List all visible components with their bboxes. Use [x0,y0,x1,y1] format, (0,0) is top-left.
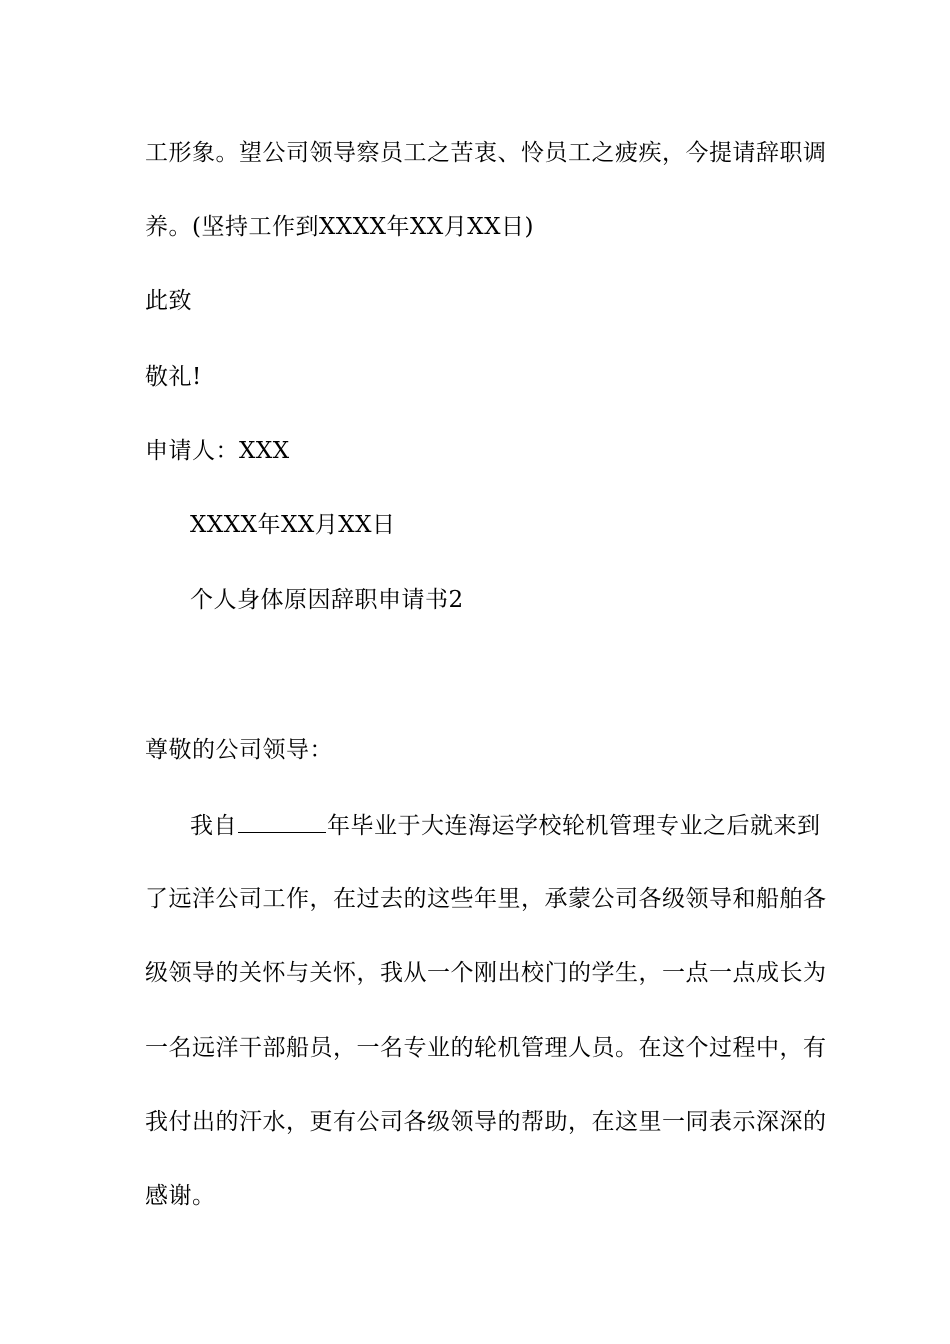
paragraph-line: 了远洋公司工作，在过去的这些年里，承蒙公司各级领导和船舶各 [145,886,827,912]
date-line: XXXX年XX月XX日 [190,512,396,538]
closing-regards: 敬礼! [145,364,202,390]
paragraph-line: 养。(坚持工作到XXXX年XX月XX日) [145,214,534,240]
paragraph-line: 工形象。望公司领导察员工之苦衷、怜员工之疲疾，今提请辞职调 [145,140,827,166]
section-title: 个人身体原因辞职申请书2 [190,587,464,613]
fill-in-blank [238,810,326,833]
paragraph-text: 我自 [190,813,237,839]
paragraph-text: 年毕业于大连海运学校轮机管理专业之后就来到 [327,813,821,839]
applicant-signature: 申请人：XXX [145,438,290,464]
greeting: 尊敬的公司领导： [145,737,333,763]
paragraph-line: 一名远洋干部船员，一名专业的轮机管理人员。在这个过程中，有 [145,1035,827,1061]
paragraph-line: 感谢。 [145,1183,216,1209]
closing-salutation: 此致 [145,288,192,314]
paragraph-line: 我付出的汗水，更有公司各级领导的帮助，在这里一同表示深深的 [145,1109,827,1135]
paragraph-line: 级领导的关怀与关怀，我从一个刚出校门的学生，一点一点成长为 [145,960,827,986]
paragraph-line [190,810,821,841]
